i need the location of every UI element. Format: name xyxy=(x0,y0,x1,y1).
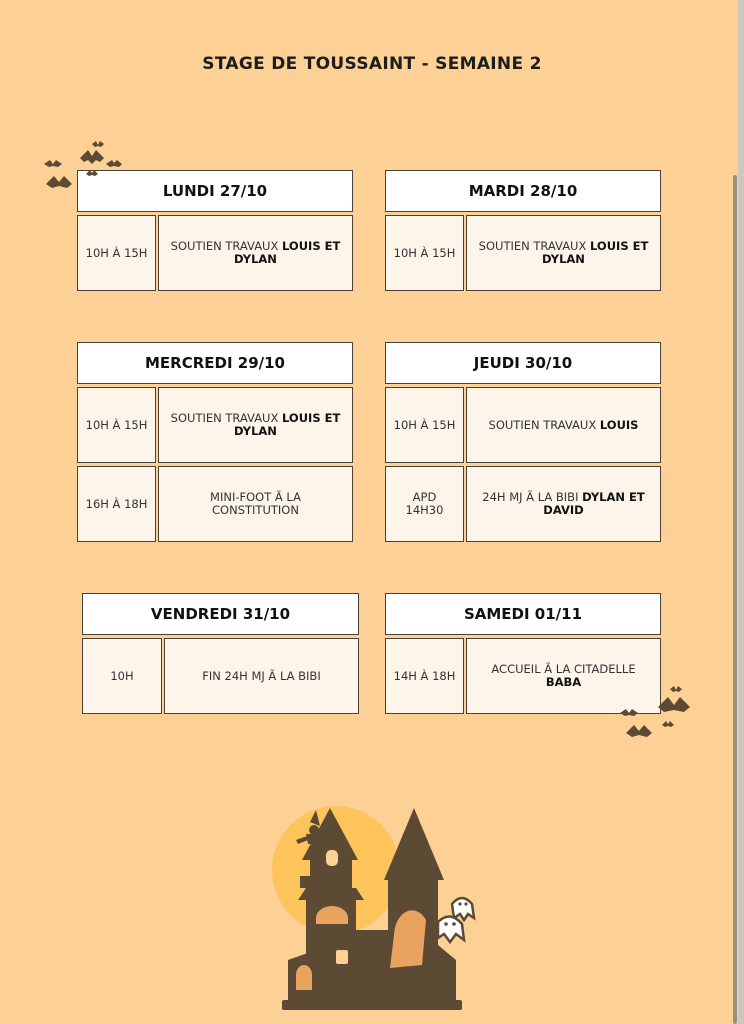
activity-text: SOUTIEN TRAVAUX xyxy=(170,411,279,425)
activity-cell xyxy=(158,387,353,463)
time-cell: 14H À 18H xyxy=(385,638,464,714)
activity-text: SOUTIEN TRAVAUX xyxy=(478,239,587,253)
activity-text: ACCUEIL Ã LA CITADELLE xyxy=(491,662,636,676)
activity-text: 24H MJ Ã LA BIBI xyxy=(482,490,579,504)
activity-cell xyxy=(158,215,353,291)
haunted-house-illustration-icon xyxy=(266,800,486,1015)
time-cell: 10H À 15H xyxy=(77,215,156,291)
time-cell: 10H xyxy=(82,638,162,714)
activity-who: BABA xyxy=(545,675,582,689)
bats-decoration-top-left-icon xyxy=(40,140,130,200)
day-header-vendredi: VENDREDI 31/10 xyxy=(82,593,359,635)
activity-cell xyxy=(158,466,353,542)
activity-who: DYLAN ET DAVID xyxy=(543,490,645,517)
day-header-mardi: MARDI 28/10 xyxy=(385,170,661,212)
activity-who: LOUIS xyxy=(599,417,639,432)
day-header-mercredi: MERCREDI 29/10 xyxy=(77,342,353,384)
activity-cell xyxy=(466,387,661,463)
activity-cell xyxy=(466,215,661,291)
activity-cell xyxy=(164,638,359,714)
day-header-samedi: SAMEDI 01/11 xyxy=(385,593,661,635)
activity-who: LOUIS ET DYLAN xyxy=(234,411,341,438)
scrollbar[interactable] xyxy=(733,175,737,1024)
day-header-lundi: LUNDI 27/10 xyxy=(77,170,353,212)
page-title: STAGE DE TOUSSAINT - SEMAINE 2 xyxy=(202,54,542,74)
time-cell: 10H À 15H xyxy=(77,387,156,463)
time-cell: 10H À 15H xyxy=(385,215,464,291)
activity-text: FIN 24H MJ Ã LA BIBI xyxy=(202,668,321,683)
time-cell: APD 14H30 xyxy=(385,466,464,542)
activity-text: SOUTIEN TRAVAUX xyxy=(488,417,597,432)
bats-decoration-right-icon xyxy=(618,685,704,745)
activity-who: LOUIS ET DYLAN xyxy=(234,239,341,266)
activity-who: LOUIS ET DYLAN xyxy=(542,239,649,266)
activity-cell xyxy=(466,466,661,542)
time-cell: 16H À 18H xyxy=(77,466,156,542)
activity-text: SOUTIEN TRAVAUX xyxy=(170,239,279,253)
time-cell: 10H À 15H xyxy=(385,387,464,463)
day-header-jeudi: JEUDI 30/10 xyxy=(385,342,661,384)
activity-text: MINI-FOOT Ã LA CONSTITUTION xyxy=(210,490,301,517)
